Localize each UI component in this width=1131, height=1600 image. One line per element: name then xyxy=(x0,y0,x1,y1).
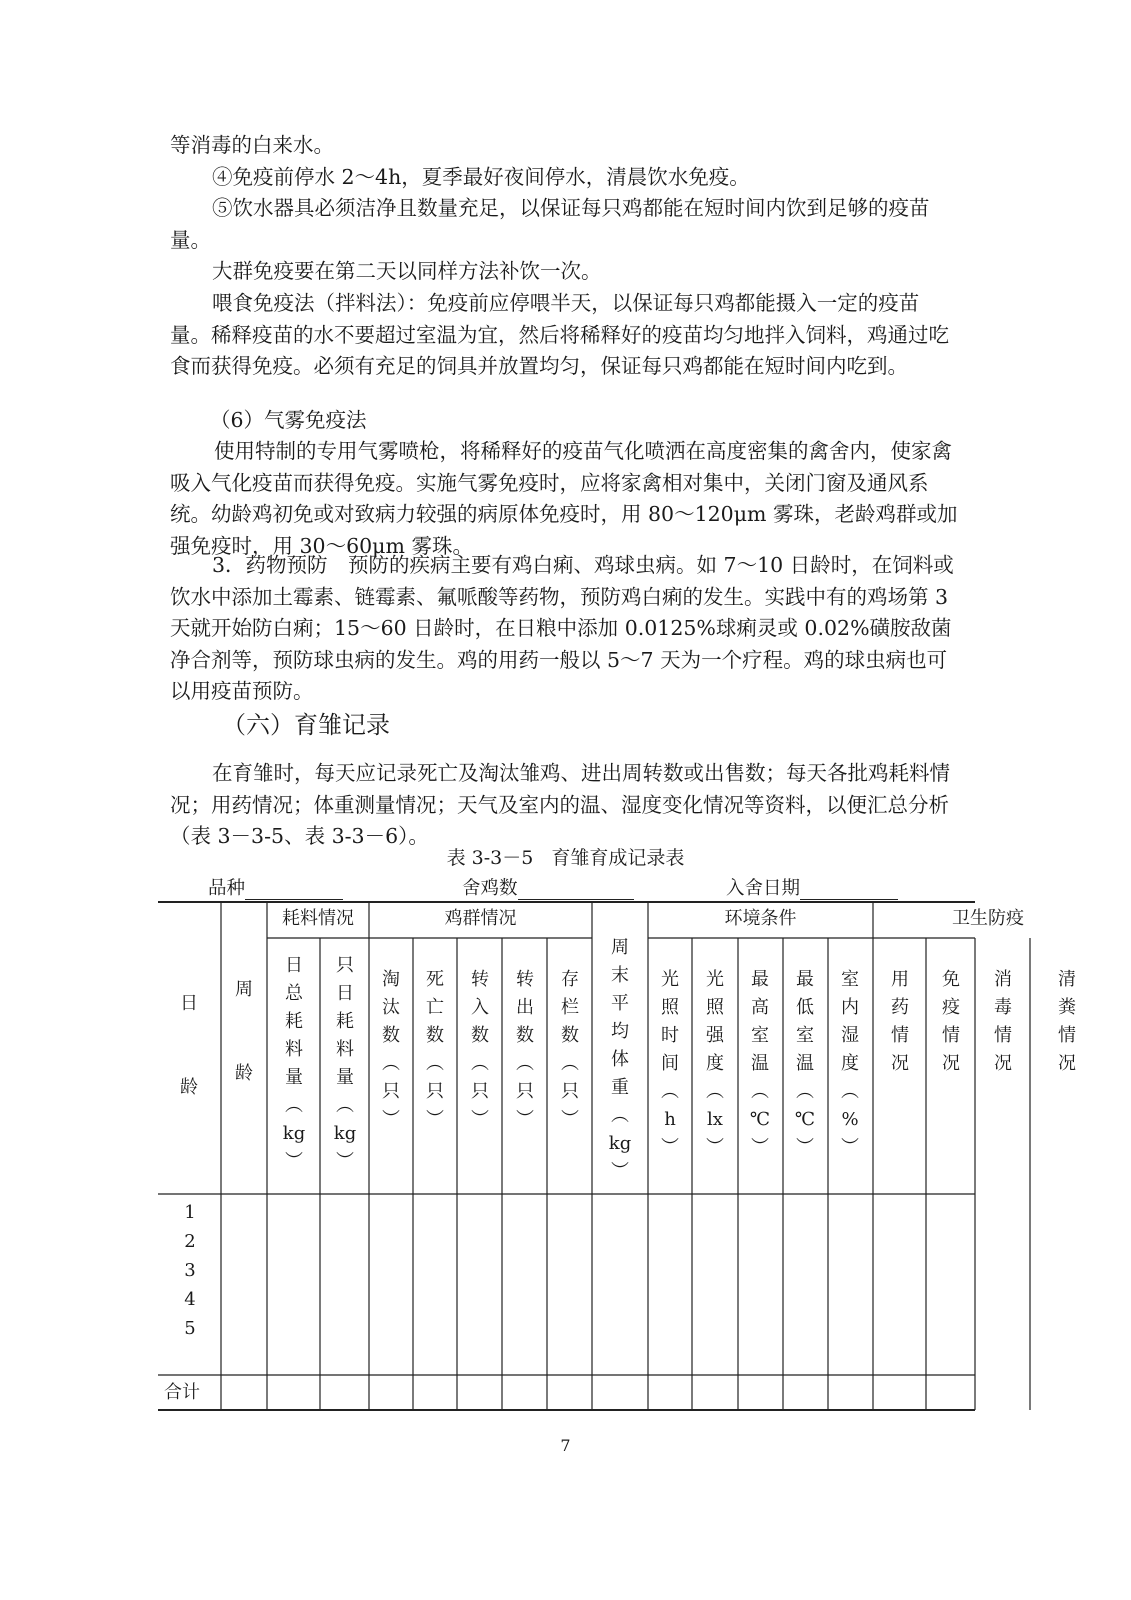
col-header-bird-feed: 只 日 耗 料 量 ︵ kg ︶ xyxy=(333,955,357,1172)
col-header-vaccine: 免 疫 情 况 xyxy=(942,969,960,1074)
col-header-daily-feed: 日 总 耗 料 量 ︵ kg ︶ xyxy=(282,955,306,1172)
row-number: 2 xyxy=(184,1231,196,1252)
table-title: 育雏育成记录表 xyxy=(551,847,685,869)
col-header-week: 周 龄 xyxy=(235,979,253,1084)
col-header-stock: 存 栏 数 ︵ 只 ︶ xyxy=(561,969,579,1130)
subheading: （6）气雾免疫法 xyxy=(210,408,367,432)
section-title: （六）育雏记录 xyxy=(222,711,390,739)
fill-date: 入舍日期 xyxy=(726,874,898,900)
group-header-health: 卫生防疫 xyxy=(952,908,1024,929)
page-number: 7 xyxy=(560,1436,571,1455)
paragraph-text: 在育雏时，每天应记录死亡及淘汰雏鸡、进出周转数或出售数；每天各批鸡耗料情况；用药情况；体重测量情况；天气及室内的温、湿度变化情况等资料，以便汇总分析（表 3－3-5、表 3-3－6）。 xyxy=(170,761,950,849)
col-header-out: 转 出 数 ︵ 只 ︶ xyxy=(516,969,534,1130)
col-header-humidity: 室 内 湿 度 ︵ % ︶ xyxy=(841,969,859,1158)
fill-flock: 舍鸡数 xyxy=(462,874,634,900)
col-header-culled: 淘 汰 数 ︵ 只 ︶ xyxy=(382,969,400,1130)
paragraph: 大群免疫要在第二天以同样方法补饮一次。 xyxy=(212,259,602,284)
col-header-disinfect: 消 毒 情 况 xyxy=(994,969,1012,1074)
group-header-feed: 耗料情况 xyxy=(282,908,354,929)
paragraph: 等消毒的白来水。 xyxy=(170,133,334,157)
row-number: 3 xyxy=(184,1260,196,1281)
row-number: 1 xyxy=(184,1202,196,1223)
paragraph: ④免疫前停水 2～4h，夏季最好夜间停水，清晨饮水免疫。 xyxy=(212,164,750,189)
fill-breed: 品种 xyxy=(208,874,343,900)
col-header-day: 日 龄 xyxy=(180,993,198,1098)
col-header-weight: 周 末 平 均 体 重 ︵ kg ︶ xyxy=(608,937,632,1182)
paragraph-text: 使用特制的专用气雾喷枪，将稀释好的疫苗气化喷洒在高度密集的禽舍内，使家禽吸入气化疫苗而获得免疫。实施气雾免疫时，应将家禽相对集中，关闭门窗及通风系统。幼龄鸡初免或对致病力较强的病原体免疫时，用 80～120μm 雾珠，老龄鸡群或加强免疫时，用 30～60μm 雾珠。 xyxy=(170,439,958,558)
table-number: 表 3-3－5 xyxy=(446,847,534,869)
col-header-drug: 用 药 情 况 xyxy=(891,969,909,1074)
col-header-min-temp: 最 低 室 温 ︵ ℃ ︶ xyxy=(794,969,816,1158)
paragraph: 喂食免疫法（拌料法）：免疫前应停喂半天，以保证每只鸡都能摄入一定的疫苗量。稀释疫苗的水不要超过室温为宜，然后将稀释好的疫苗均匀地拌入饲料，鸡通过吃食而获得免疫。必须有充足的饲具并放置均匀，保证每只鸡都能在短时间内吃到。 xyxy=(170,290,949,379)
col-header-in: 转 入 数 ︵ 只 ︶ xyxy=(471,969,489,1130)
col-header-max-temp: 最 高 室 温 ︵ ℃ ︶ xyxy=(749,969,771,1158)
col-header-dead: 死 亡 数 ︵ 只 ︶ xyxy=(426,969,444,1130)
paragraph-text: 3．药物预防 预防的疾病主要有鸡白痢、鸡球虫病。如 7～10 日龄时，在饲料或饮水中添加土霉素、链霉素、氟哌酸等药物，预防鸡白痢的发生。实践中有的鸡场第 3 天就开始防白痢；15～60 日龄时，在日粮中添加 0.0125%球痢灵或 0.02%磺胺敌菌净合剂等，预防球虫病的发生。鸡的用药一般以 5～7 天为一个疗程。鸡的球虫病也可以用疫苗预防。 xyxy=(170,553,954,704)
group-header-env: 环境条件 xyxy=(724,908,797,929)
col-header-manure: 清 粪 情 况 xyxy=(1058,969,1076,1074)
group-header-flock: 鸡群情况 xyxy=(444,908,517,929)
col-header-light-intensity: 光 照 强 度 ︵ lx ︶ xyxy=(706,969,724,1158)
total-row-label: 合计 xyxy=(164,1382,200,1403)
paragraph: ⑤饮水器具必须洁净且数量充足，以保证每只鸡都能在短时间内饮到足够的疫苗量。 xyxy=(170,196,930,252)
row-number: 5 xyxy=(184,1318,196,1339)
row-number: 4 xyxy=(184,1289,196,1310)
col-header-light-time: 光 照 时 间 ︵ h ︶ xyxy=(661,969,679,1158)
